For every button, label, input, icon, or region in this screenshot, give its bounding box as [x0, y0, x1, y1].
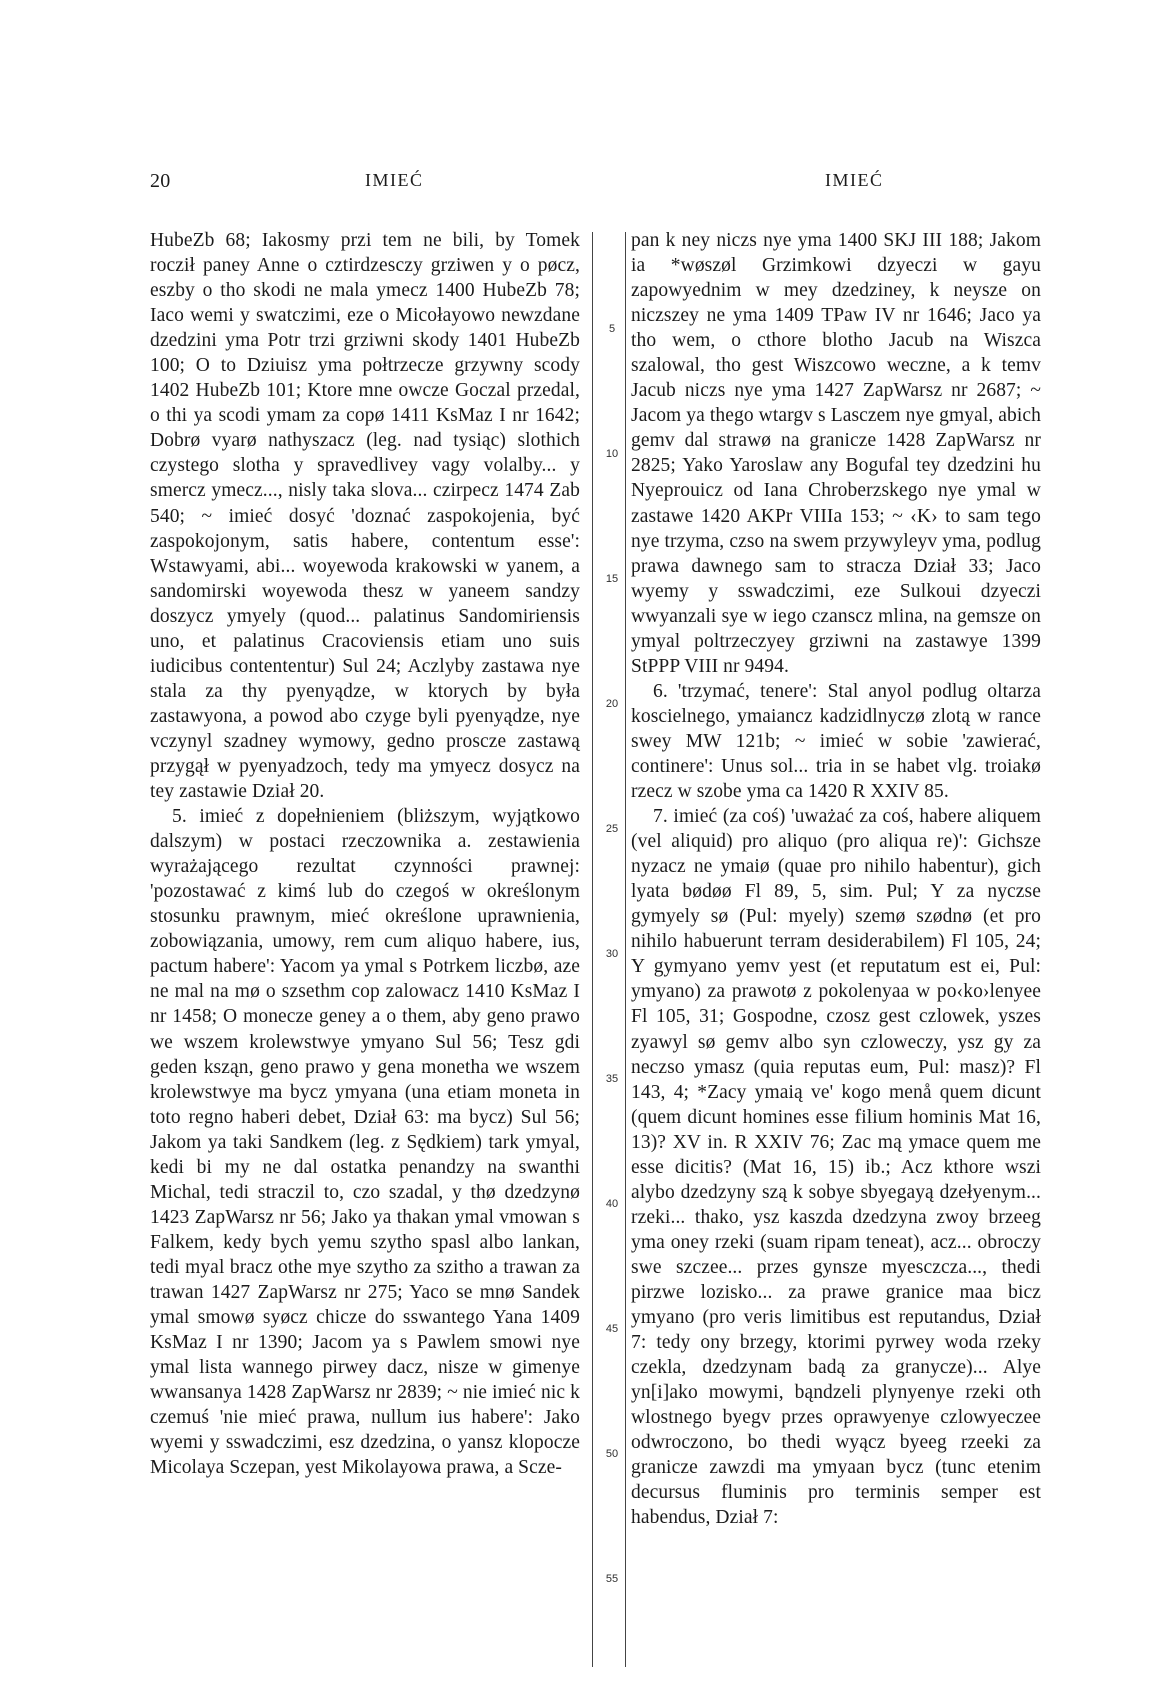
page-number: 20 — [150, 170, 171, 192]
line-number-10: 10 — [605, 448, 619, 460]
left-text-column — [150, 228, 580, 1480]
left-column-paragraph-1: HubeZb 68; Iakosmy przi tem ne bili, by Tomek rocził paney Anne o cztirdzesczy grziwen y o pøcz, eszby o tho skodi ne mala ymecz 1400 HubeZb 78; Iaco wemi y swatczimi, eze o Micołayowo newzdane dzedzini yma Potr trzi grziwni skody 1401 HubeZb 100; O to Dziuisz yma połtrzecze grzywny scody 1402 HubeZb 101; Ktore mne owcze Goczal przedal, o thi ya scodi ymam za copø 1411 KsMaz I nr 1642; Dobrø vyarø nathyszacz (leg. nad tysiąc) slothich czystego slotha y spravedlivey vagy volalby... y smercz ymecz..., nisly taka slova... czirpecz 1474 Zab 540; ~ imieć dosyć 'doznać zaspokojenia, być zaspokojonym, satis habere, contentum esse': Wstawyami, abi... woyewoda krakowski w yanem, a sandomirski woyewoda thesz w yaneem sandzy doszycz ymyely (quod... palatinus Sandomiriensis uno, et palatinus Cracoviensis etiam uno suis iudicibus contententur) Sul 24; Aczlyby zastawa nye stala za thy pyenyądze, w ktorych by była zastawyona, a powod abo czyge byli pyenyądze, nye vczynyl szadney wymowy, gedno proscze zastawą przygął w pyenyadzoch, tedy ma ymyecz dosycz na tey zastawie Dział 20. — [150, 230, 580, 803]
line-number-55: 55 — [605, 1573, 619, 1585]
page-header — [150, 170, 1020, 200]
line-number-35: 35 — [605, 1073, 619, 1085]
line-number-40: 40 — [605, 1198, 619, 1210]
running-head-left: IMIEĆ — [365, 170, 424, 190]
right-column-paragraph-2: 6. 'trzymać, tenere': Stal anyol podlug oltarza koscielnego, ymaiancz kadzidlnyczø zlotą w rance swey MW 121b; ~ imieć w sobie 'zawierać, continere': Unus sol... tria in se habet vlg. troiakø rzecz w szobe yma ca 1420 R XXIV 85. — [631, 680, 1041, 803]
right-column-paragraph-3: 7. imieć (za coś) 'uważać za coś, habere aliquem (vel aliquid) pro aliquo (pro aliqua re)': Gichsze nyzacz ne ymaiø (quae pro nihilo habentur), gich lyata bødøø Fl 89, 5, sim. Pul; Y za nyczse gymyely sø (Pul: myely) szemø szødnø (et pro nihilo habuerunt terram desiderabilem) Fl 105, 24; Y gymyano yemv yest (et reputatum est ei, Pul: ymyano) za prawotø z pokolenyaa w po‹ko›lenyee Fl 105, 31; Gospodne, czosz gest czlowek, yszes zyawyl sø gemv albo syn czloweczy, ysz gy za neczso ymasz (quia reputas eum, Pul: masz)? Fl 143, 4; *Zacy ymaią ve' kogo menå quem dicunt (quem dicunt homines esse filium hominis Mat 16, 13)? XV in. R XXIV 76; Zac mą ymace quem me esse dicitis? (Mat 16, 15) ib.; Acz kthore wszi alybo dzedzyny szą k sobye sbyegayą dzełyenym... rzeki... thako, ysz kaszda dzedzyna zwoy brzeeg yma oney rzeki (suam ripam teneat), acz... obroczy swe szczee... przes gynsze myesczcza..., thedi pirzwe lozisko... za prawe granice maa bicz ymyano (pro veris limitibus est reputandus, Dział 7: tedy ony brzegy, ktorimi pyrwey woda rzeky czekla, dzedzynam badą za granycze)... Alye yn[i]ako mowymi, bąndzeli plynyenye rzeki oth wlostnego byegv przes oprawyenye czlowyeczee odwroczono, bo thedi wyącz byeeg rzeeki za granicze zawzdi ma ymyaan bycz (tunc etenim decursus fluminis pro terminis semper est habendus, Dział 7: — [631, 806, 1041, 1529]
left-column-rule — [592, 232, 593, 1667]
line-number-45: 45 — [605, 1323, 619, 1335]
line-number-25: 25 — [605, 823, 619, 835]
line-number-15: 15 — [605, 573, 619, 585]
line-number-50: 50 — [605, 1448, 619, 1460]
right-text-column — [631, 228, 1041, 1530]
running-head-right: IMIEĆ — [825, 170, 884, 190]
line-number-20: 20 — [605, 698, 619, 710]
line-number-30: 30 — [605, 948, 619, 960]
left-column-paragraph-2: 5. imieć z dopełnieniem (bliższym, wyjątkowo dalszym) w postaci rzeczownika a. zestawienia wyrażającego rezultat czynności prawnej: 'pozostawać z kimś lub do czegoś w określonym stosunku prawnym, mieć określone uprawnienia, zobowiązania, umowy, rem cum aliquo habere, ius, pactum habere': Yacom ya ymal s Potrkem liczbø, aze ne mal na mø o szsethm cop zalowacz 1410 KsMaz I nr 1458; O monecze geney a o them, aby geno prawo we wszem krolewstwye ymyano Sul 56; Tesz gdi geden ksząn, geno prawo y gena monetha we wszem krolewstwye ma bycz ymyana (una etiam moneta in toto regno haberi debet, Dział 63: ma bycz) Sul 56; Jakom ya taki Sandkem (leg. z Sędkiem) tark ymyal, kedi bi my ne dal ostatka penandzy na swanthi Michal, tedi straczil to, czo szadal, y thø dzedzynø 1423 ZapWarsz nr 56; Jako ya thakan ymal vmowan s Falkem, kedy bych yemu szytho spasl albo lankan, tedi myal bracz othe mye szytho za szitho a trawan za trawan 1427 ZapWarsz nr 275; Yaco se mnø Sandek ymal smowø syøcz chicze do sswantego Yana 1409 KsMaz I nr 1390; Jacom ya s Pawlem smowi nye ymal lista wannego pirwey dacz, nisze w gimenye wwansanya 1428 ZapWarsz nr 2839; ~ nie imieć nic k czemuś 'nie mieć prawa, nullum ius habere': Jako wyemi y sswadczimi, esz dzedzina, o yansz klopocze Micolaya Sczepan, yest Mikolayowa prawa, a Scze- — [150, 806, 580, 1479]
right-column-paragraph-1: pan k ney niczs nye yma 1400 SKJ III 188; Jakom ia *wøszøl Grzimkowi dzyeczi w gayu zapowyednim w mey dzedziney, k neysze on niczszey ne yma 1409 TPaw IV nr 1646; Jaco ya tho wem, o cthore blotho Jacub na Wiszca szalowal, tho gest Wiszcowo weczne, a k temv Jacub niczs nye yma 1427 ZapWarsz nr 2687; ~ Jacom ya thego wtargv s Lasczem nye gmyal, abich gemv dal strawø na granicze 1428 ZapWarsz nr 2825; Yako Yaroslaw any Bogufal tey dzedzini hu Nyeprouicz od Iana Chroberzskego nye ymal w zastawe 1420 AKPr VIIIa 153; ~ ‹K› to sam tego nye trzyma, czso na swem przywyleyv yma, podlug prawa dawnego sam to stracza Dział 33; Jaco wyemy y sswadczimi, eze Sulkoui dzyeczi wwyanzali sye w iego czanscz mlina, na gemsze on ymyal poltrzeczyey grziwni na zastawye 1399 StPPP VIII nr 9494. — [631, 230, 1042, 677]
line-number-5: 5 — [608, 323, 616, 335]
right-column-rule — [625, 232, 626, 1667]
